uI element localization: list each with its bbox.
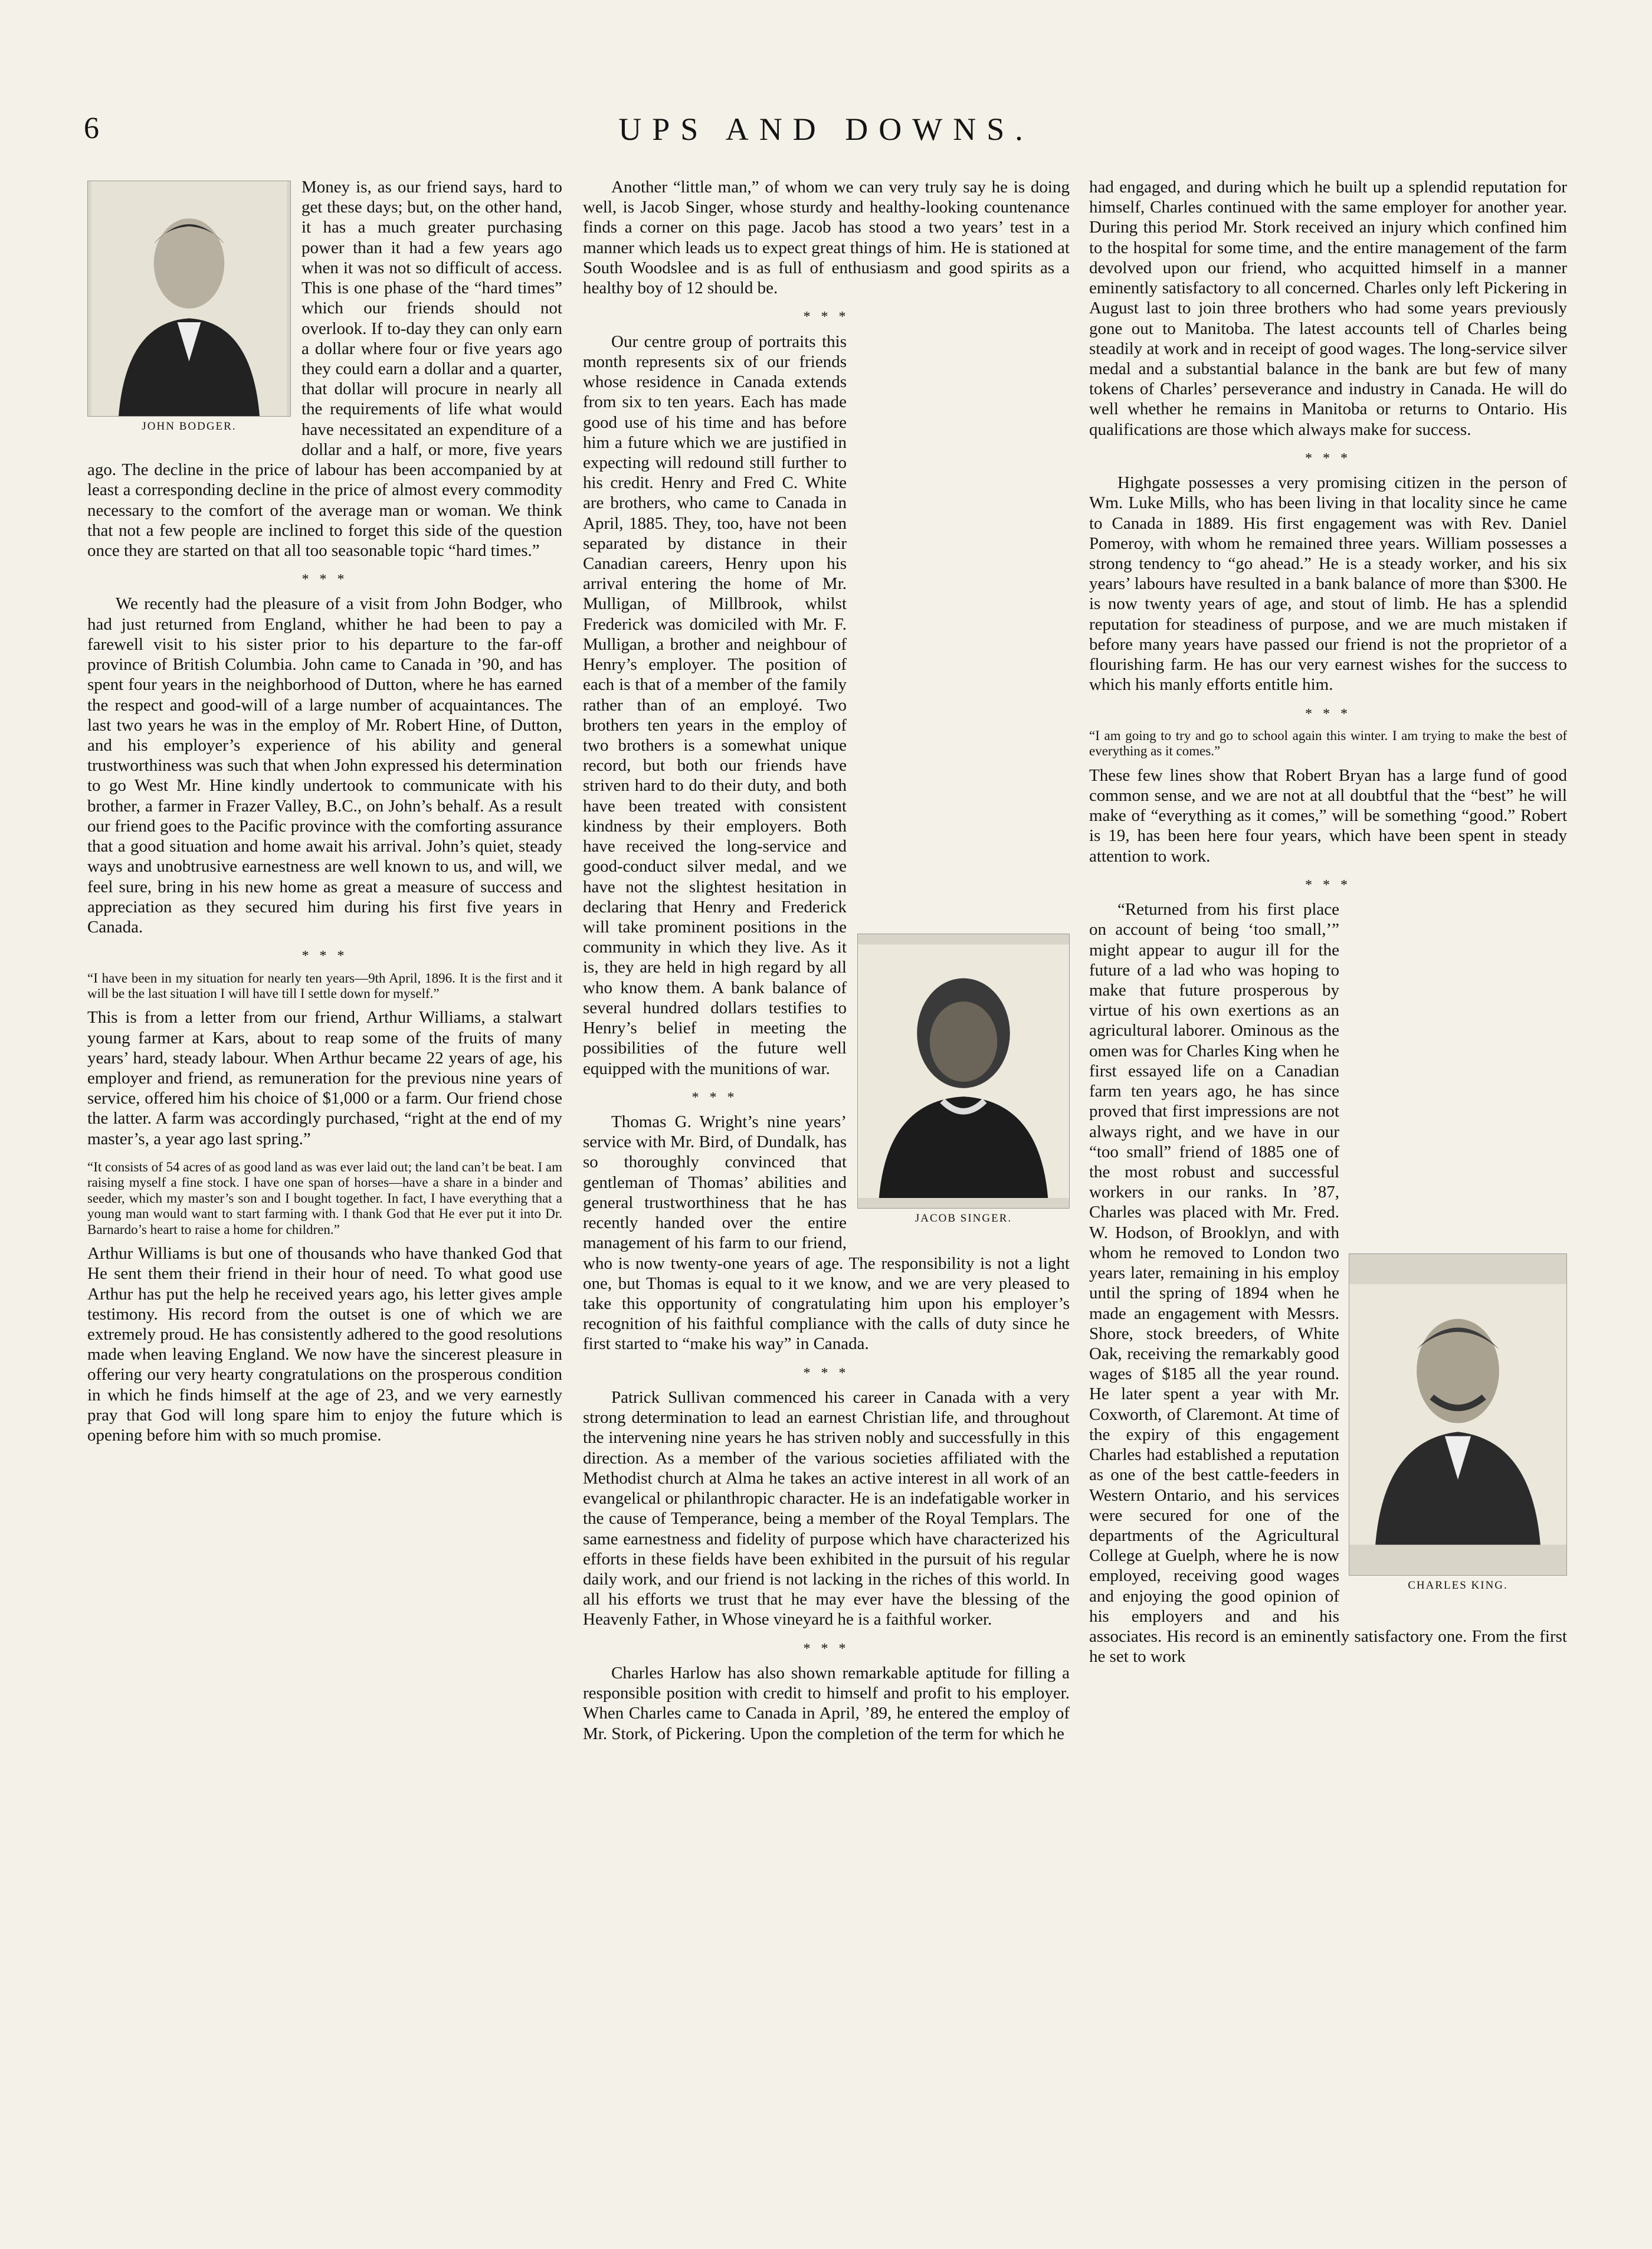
- portrait-caption: JOHN BODGER.: [142, 420, 237, 433]
- article-paragraph: Highgate possesses a very promising citizen in the person of Wm. Luke Mills, who has been living in that locality since he came to Canada in 1889. His first engagement was with Rev. Daniel Pomeroy, with whom he remained three years. William possesses a strong tendency to “go ahead.” He is a steady worker, and his six years’ labours have resulted in a bank balance of more than $300. He is now twenty years of age, and stout of limb. He has a splendid reputation for steadiness of purpose, and we are much mistaken if before many years have passed our friend is not the proprietor of a flourishing farm. He has our very earnest wishes for the success to which his manly efforts entitle him.: [1089, 473, 1567, 695]
- article-paragraph: These few lines show that Robert Bryan has a large fund of good common sense, and we are not at all doubtful that the “best” he will make of “everything as it comes,” will be something “good.” Robert is 19, has been here four years, which have been spent in steady attention to work.: [1089, 765, 1567, 866]
- article-paragraph: had engaged, and during which he built up a splendid reputation for himself, Charles continued with the same employer for another year. During this period Mr. Stork received an injury which confined him to the hospital for some time, and the entire management of the farm devolved upon our friend, who acquitted himself in a manner eminently satisfactory to all concerned. Charles only left Pickering in August last to join three brothers who had some years previously gone out to Manitoba. The latest accounts tell of Charles being steadily at work and in receipt of good wages. The long-service silver medal and a substantial balance in the bank are but few of many tokens of Charles’ perseverance and industry in Canada. He will do well whether he remains in Manitoba or returns to Ontario. His qualifications are those which always make for success.: [1089, 178, 1567, 439]
- portrait-image: [87, 181, 291, 417]
- section-divider: * * *: [1305, 877, 1351, 893]
- column-1: [87, 177, 562, 2183]
- article-paragraph: Our centre group of portraits this month represents six of our friends whose residence in Canada extends from six to ten years. Each has made good use of his time and has before him a future which we are justified in expecting will redound still further to his credit. Henry and Fred C. White are brothers, who came to Canada in April, 1885. They, too, have not been separated by distance in their Canadian careers, Henry upon his arrival entering the home of Mr. Mulligan, of Millbrook, whilst Frederick was domiciled with Mr. F. Mulligan, a brother and neighbour of Henry’s employer. The position of each is that of a member of the family rather than of an employé. Two brothers ten years in the employ of two brothers is a somewhat unique record, but both our friends have striven hard to do their duty, and both have been treated with consistent kindness by their employers. Both have received the long-service and good-conduct silver medal, and we have not the slightest hesitation in declaring that Henry and Frederick will take prominent positions in the community in which they live. As it is, they are held in high regard by all who know them. A bank balance of several hundred dollars testifies to Henry’s belief in meeting the possibilities of the future well equipped with the munitions of war.: [583, 332, 847, 1078]
- section-divider: * * *: [1305, 706, 1351, 722]
- portrait-charles-king: [1349, 1253, 1567, 1619]
- section-divider: * * *: [1305, 450, 1351, 466]
- letter-quote: “I am going to try and go to school again this winter. I am trying to make the best of everything as it comes.”: [1089, 728, 1567, 759]
- article-paragraph: Money is, as our friend says, hard to get these days; but, on the other hand, it has a much greater purchasing power than it had a few years ago when it was not so difficult of access. This is one phase of the “hard times” which our friends should not overlook. If to-day they can only earn a dollar where four or five years ago they could earn a dollar and a quarter, that dollar will procure in nearly all the requirements of life what would have necessitated an expenditure of a dollar and a half, or more, five years ago. The decline in the price of labour has been accompanied by at least a corresponding decline in the price of almost every commodity necessary to the comfort of the average man or woman. We think that not a few people are inclined to forget this side of the question once they are started on that all too seasonable topic “hard times.”: [87, 178, 562, 560]
- section-divider: * * *: [803, 1365, 850, 1381]
- portrait-caption: CHARLES KING.: [1408, 1579, 1508, 1592]
- portrait-image: [1349, 1253, 1567, 1576]
- letter-quote: “I have been in my situation for nearly ten years—9th April, 1896. It is the first and it will be the last situation I will have till I settle down for myself.”: [87, 970, 562, 1001]
- section-divider: * * *: [691, 1089, 738, 1105]
- article-paragraph: We recently had the pleasure of a visit from John Bodger, who had just returned from England, whither he had been to pay a farewell visit to his sister prior to his departure to the far-off province of British Columbia. John came to Canada in ’90, and has spent four years in the neighborhood of Dutton, where he has earned the respect and good-will of a large number of acquaintances. The last two years he was in the employ of Mr. Robert Hine, of Dutton, and his employer’s experience of his ability and general trustworthiness was such that when John expressed his determination to go West Mr. Hine kindly undertook to communicate with his brother, a farmer in Frazer Valley, B.C., on John’s behalf. As a result our friend goes to the Pacific province with the comforting assurance that a good situation and home await his arrival. John’s quiet, steady ways and unobtrusive earnestness are well known to us, and will, we feel sure, bring in his new home as great a measure of success and appreciation as they secured him during his first five years in Canada.: [87, 594, 562, 937]
- article-paragraph: This is from a letter from our friend, Arthur Williams, a stalwart young farmer at Kars, about to reap some of the fruits of many years’ hard, steady labour. When Arthur became 22 years of age, his employer and friend, as remuneration for the previous nine years of service, offered him his choice of $1,000 or a farm. Our friend chose the latter. A farm was accordingly purchased, “right at the end of my master’s, a year ago last spring.”: [87, 1008, 562, 1148]
- section-divider: * * *: [803, 309, 850, 325]
- article-paragraph: Arthur Williams is but one of thousands who have thanked God that He sent them their friend in their hour of need. To what good use Arthur has put the help he received years ago, his letter gives ample testimony. His record from the outset is one of which we are extremely proud. He has consistently adhered to the good resolutions made when leaving England. We now have the sincerest pleasure in offering our very hearty congratulations on the prosperous condition in which he finds himself at the age of 23, and we very earnestly pray that God will long spare him to enjoy the future which is opening before him with so much promise.: [87, 1244, 562, 1445]
- portrait-jacob-singer: [857, 934, 1070, 1246]
- letter-quote: “It consists of 54 acres of as good land as was ever laid out; the land can’t be beat. I am raising myself a fine stock. I have one span of horses—have a share in a binder and seeder, which my master’s son and I bought together. In fact, I have everything that a young man would want to start farming with. I thank God that He ever put it into Dr. Barnardo’s heart to raise a home for children.”: [87, 1159, 562, 1237]
- article-paragraph: Patrick Sullivan commenced his career in Canada with a very strong determination to lead an earnest Christian life, and throughout the intervening nine years he has striven nobly and successfully in this direction. As a member of the various societies affiliated with the Methodist church at Alma he takes an active interest in all work of an evangelical or philanthropic character. He is an indefatigable worker in the cause of Temperance, being a member of the Royal Templars. The same earnestness and fidelity of purpose which have characterized his efforts in these fields have been exhibited in the pursuit of his regular daily work, and our friend is not lacking in the riches of this world. In all his efforts we trust that he may ever have the blessing of the Heavenly Father, in Whose vineyard he is a faithful worker.: [583, 1387, 1070, 1629]
- page-number: 6: [84, 112, 99, 145]
- section-divider: * * *: [301, 948, 348, 964]
- portrait-john-bodger: [87, 181, 291, 449]
- page-header: [77, 105, 1575, 164]
- article-paragraph: Another “little man,” of whom we can very truly say he is doing well, is Jacob Singer, whose sturdy and healthy-looking countenance finds a corner on this page. Jacob has stood a two years’ test in a manner which leads us to expect great things of him. He is stationed at South Woodslee and is as full of enthusiasm and good spirits as a healthy boy of 12 should be.: [583, 178, 1070, 298]
- column-3: [1089, 177, 1567, 2183]
- article-paragraph: Thomas G. Wright’s nine years’ service with Mr. Bird, of Dundalk, has so thoroughly convinced that gentleman of Thomas’ abilities and general trustworthiness that he has recently handed over the entire management of his farm to our friend, who is now twenty-one years of age. The responsibility is not a light one, but Thomas is equal to it we know, and we are very pleased to take this opportunity of congratulating him upon his employer’s recognition of his faithful compliance with the calls of duty since he first started to “make his way” in Canada.: [583, 1112, 1070, 1354]
- man-portrait-icon: [1349, 1254, 1566, 1575]
- portrait-caption: JACOB SINGER.: [914, 1212, 1012, 1225]
- man-portrait-icon: [88, 181, 290, 416]
- article-paragraph: “Returned from his first place on account of being ‘too small,’” might appear to augur ill for the future of a lad who was hoping to make that future prosperous by virtue of his own exertions as an agricultural laborer. Ominous as the omen was for Charles King when he first essayed life on a Canadian farm ten years ago, he has since proved that first impressions are not always right, and we have in our “too small” friend of 1885 one of the most robust and successful workers in our ranks. In ’87, Charles was placed with Mr. Fred. W. Hodson, of Brooklyn, and with whom he removed to London two years later, remaining in his employ until the spring of 1894 when he made an engagement with Messrs. Shore, stock breeders, of White Oak, receiving the remarkably good wages of $185 all the year round. He later spent a year with Mr. Coxworth, of Claremont. At time of the expiry of this engagement Charles had established a reputation as one of the best cattle-feeders in Western Ontario, and his services were secured for one of the departments of the Agricultural College at Guelph, where he is now employed, receiving good wages and enjoying the good opinion of his employers and and his associates. His record is an eminently satisfactory one. From the first he set to work: [1089, 900, 1567, 1667]
- running-title: UPS AND DOWNS.: [618, 112, 1034, 147]
- boy-portrait-icon: [858, 934, 1069, 1208]
- section-divider: * * *: [803, 1641, 850, 1657]
- section-divider: * * *: [301, 572, 348, 588]
- column-2: [583, 177, 1070, 2183]
- article-paragraph: Charles Harlow has also shown remarkable aptitude for filling a responsible position with credit to himself and profit to his employer. When Charles came to Canada in April, ’89, he entered the employ of Mr. Stork, of Pickering. Upon the completion of the term for which he: [583, 1663, 1070, 1743]
- portrait-image: [857, 934, 1070, 1209]
